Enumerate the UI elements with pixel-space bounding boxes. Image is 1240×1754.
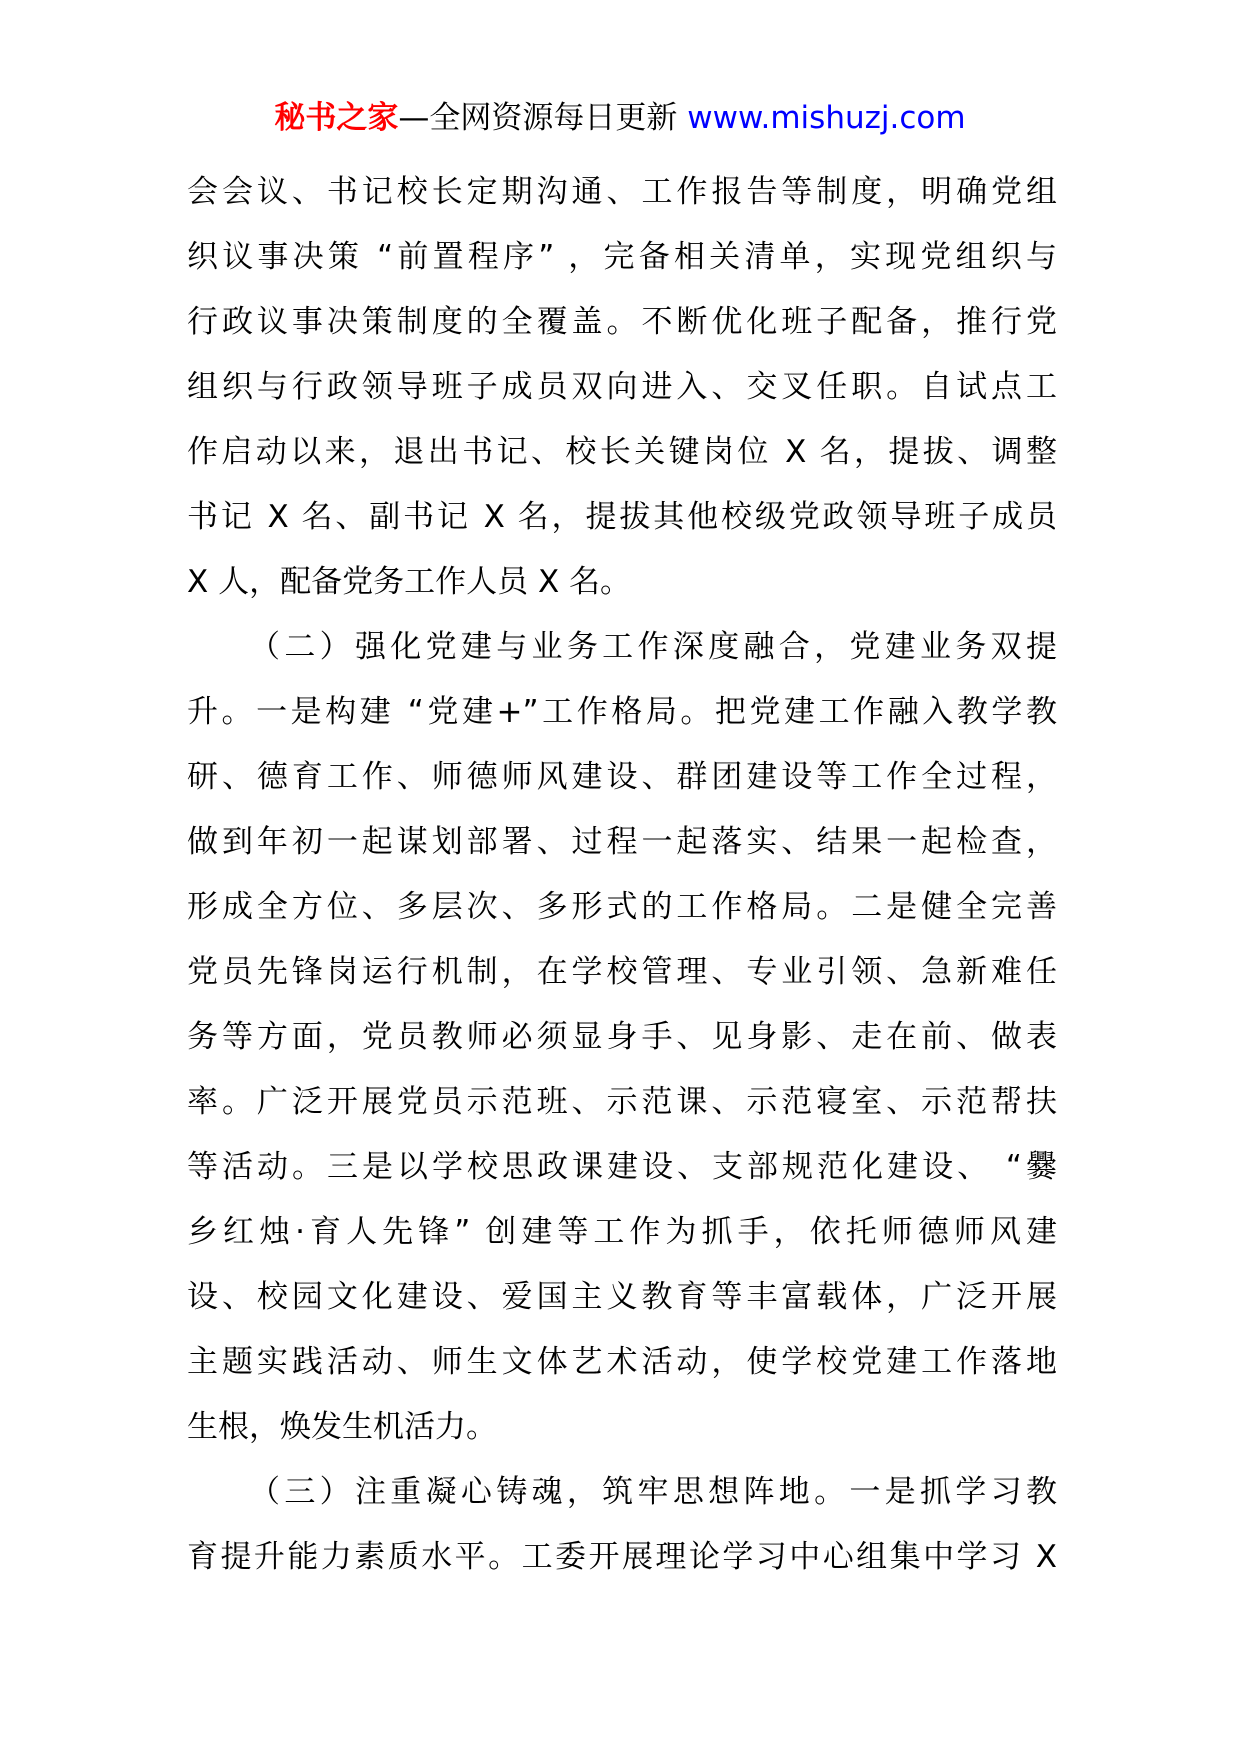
text-line: 育提升能力素质水平。工委开展理论学习中心组集中学习 X: [187, 1539, 1057, 1575]
text-line: 升。一是构建 “党建+”工作格局。把党建工作融入教学教: [187, 694, 1057, 730]
section-heading-line: （三）注重凝心铸魂，筑牢思想阵地。一是抓学习教: [249, 1474, 1057, 1510]
document-body: [187, 160, 1057, 1590]
text-line: 务等方面，党员教师必须显身手、见身影、走在前、做表: [187, 1019, 1057, 1055]
text-line: 做到年初一起谋划部署、过程一起落实、结果一起检查，: [187, 824, 1057, 860]
text-line: 主题实践活动、师生文体艺术活动，使学校党建工作落地: [187, 1344, 1057, 1380]
brand-name: 秘书之家: [274, 100, 399, 136]
text-line: 织议事决策 “前置程序” ，完备相关清单，实现党组织与: [187, 239, 1057, 275]
site-header: [0, 98, 1240, 138]
text-line: 乡红烛·育人先锋” 创建等工作为抓手，依托师德师风建: [187, 1214, 1057, 1250]
text-line: 率。广泛开展党员示范班、示范课、示范寝室、示范帮扶: [187, 1084, 1057, 1120]
text-line: 组织与行政领导班子成员双向进入、交叉任职。自试点工: [187, 369, 1057, 405]
text-line: 行政议事决策制度的全覆盖。不断优化班子配备，推行党: [187, 304, 1057, 340]
text-line: 生根，焕发生机活力。: [187, 1409, 497, 1445]
text-line: 党员先锋岗运行机制，在学校管理、专业引领、急新难任: [187, 954, 1057, 990]
text-line: 设、校园文化建设、爱国主义教育等丰富载体，广泛开展: [187, 1279, 1057, 1315]
text-line: 作启动以来，退出书记、校长关键岗位 X 名，提拔、调整: [187, 434, 1057, 470]
text-line: 研、德育工作、师德师风建设、群团建设等工作全过程，: [187, 759, 1057, 795]
text-line: 等活动。三是以学校思政课建设、支部规范化建设、 “爨: [187, 1149, 1057, 1185]
text-line: 书记 X 名、副书记 X 名，提拔其他校级党政领导班子成员: [187, 499, 1057, 535]
header-tagline: —全网资源每日更新: [398, 100, 678, 136]
text-line: 形成全方位、多层次、多形式的工作格局。二是健全完善: [187, 889, 1057, 925]
section-heading-line: （二）强化党建与业务工作深度融合，党建业务双提: [249, 629, 1057, 665]
site-url-link[interactable]: www.mishuzj.com: [687, 100, 966, 136]
text-line: X 人，配备党务工作人员 X 名。: [187, 564, 632, 600]
text-line: 会会议、书记校长定期沟通、工作报告等制度，明确党组: [187, 174, 1057, 210]
